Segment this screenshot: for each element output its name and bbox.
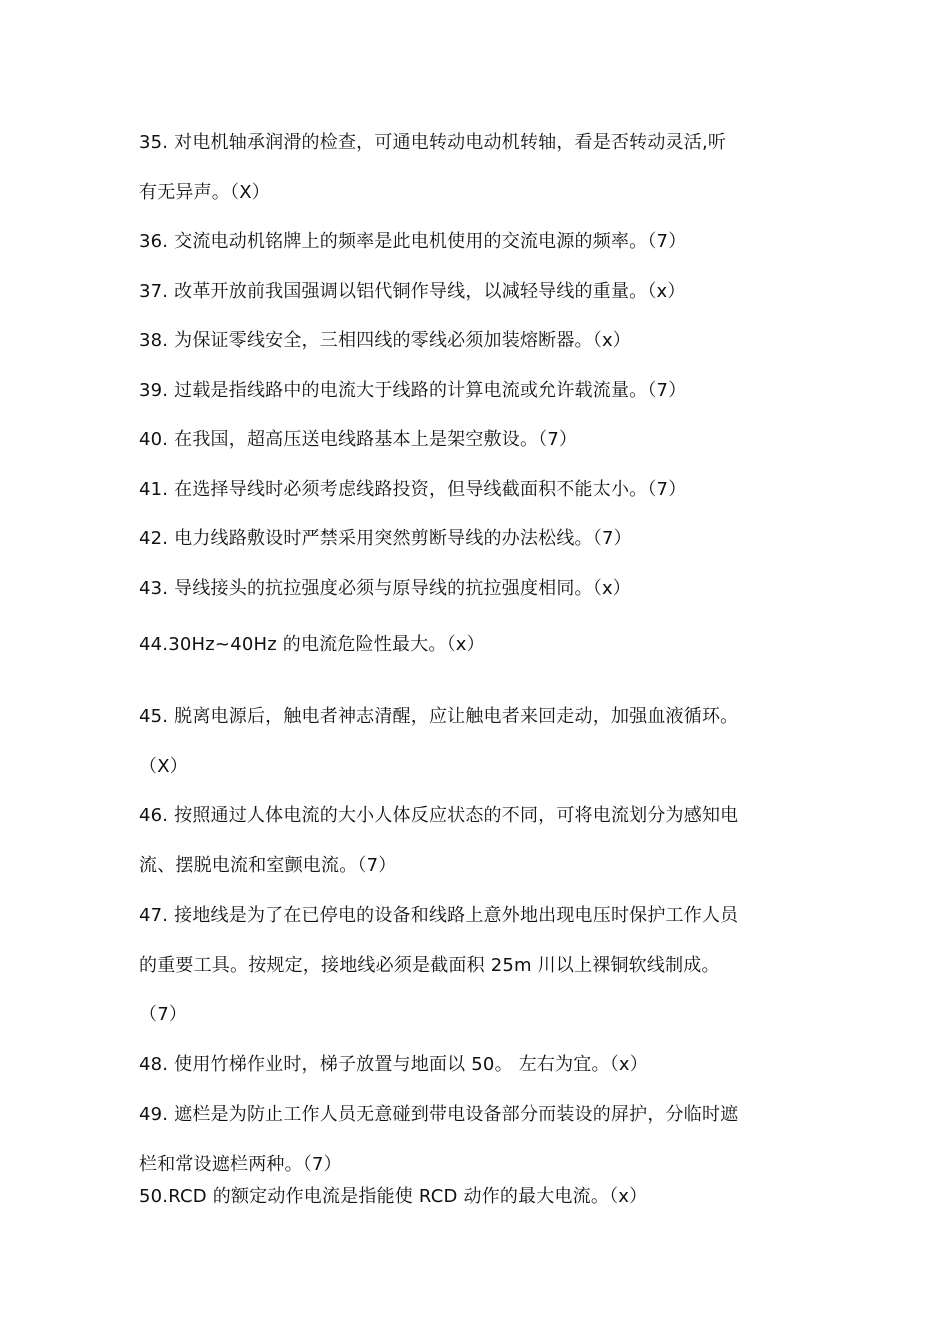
question-47-line-2: 的重要工具。按规定，接地线必须是截面积 25m 川以上裸铜软线制成。 <box>139 955 720 976</box>
question-40: 40. 在我国，超高压送电线路基本上是架空敷设。（7） <box>139 429 578 450</box>
question-45-line-2: （X） <box>139 756 188 777</box>
question-45-line-1: 45. 脱离电源后，触电者神志清醒，应让触电者来回走动，加强血液循环。 <box>139 706 739 727</box>
question-35-line-1: 35. 对电机轴承润滑的检查，可通电转动电动机转轴，看是否转动灵活,听 <box>139 132 727 153</box>
question-46-line-2: 流、摆脱电流和室颤电流。（7） <box>139 855 397 876</box>
question-43: 43. 导线接头的抗拉强度必须与原导线的抗拉强度相同。（x） <box>139 578 631 599</box>
question-37: 37. 改革开放前我国强调以铝代铜作导线，以减轻导线的重量。（x） <box>139 281 686 302</box>
question-42: 42. 电力线路敷设时严禁采用突然剪断导线的办法松线。（7） <box>139 528 632 549</box>
question-47-line-1: 47. 接地线是为了在已停电的设备和线路上意外地出现电压时保护工作人员 <box>139 905 739 926</box>
question-48: 48. 使用竹梯作业时，梯子放置与地面以 50。 左右为宜。（x） <box>139 1054 648 1075</box>
question-49-line-1: 49. 遮栏是为防止工作人员无意碰到带电设备部分而装设的屏护，分临时遮 <box>139 1104 739 1125</box>
question-41: 41. 在选择导线时必须考虑线路投资，但导线截面积不能太小。（7） <box>139 479 687 500</box>
question-36: 36. 交流电动机铭牌上的频率是此电机使用的交流电源的频率。（7） <box>139 231 687 252</box>
question-44: 44.30Hz~40Hz 的电流危险性最大。（x） <box>139 634 485 655</box>
question-47-line-3: （7） <box>139 1004 188 1025</box>
question-39: 39. 过载是指线路中的电流大于线路的计算电流或允许载流量。（7） <box>139 380 687 401</box>
question-38: 38. 为保证零线安全，三相四线的零线必须加装熔断器。（x） <box>139 330 631 351</box>
question-35-line-2: 有无异声。（X） <box>139 182 270 203</box>
question-46-line-1: 46. 按照通过人体电流的大小人体反应状态的不同，可将电流划分为感知电 <box>139 805 739 826</box>
question-50: 50.RCD 的额定动作电流是指能使 RCD 动作的最大电流。（x） <box>139 1186 648 1207</box>
question-49-line-2: 栏和常设遮栏两种。（7） <box>139 1154 342 1175</box>
